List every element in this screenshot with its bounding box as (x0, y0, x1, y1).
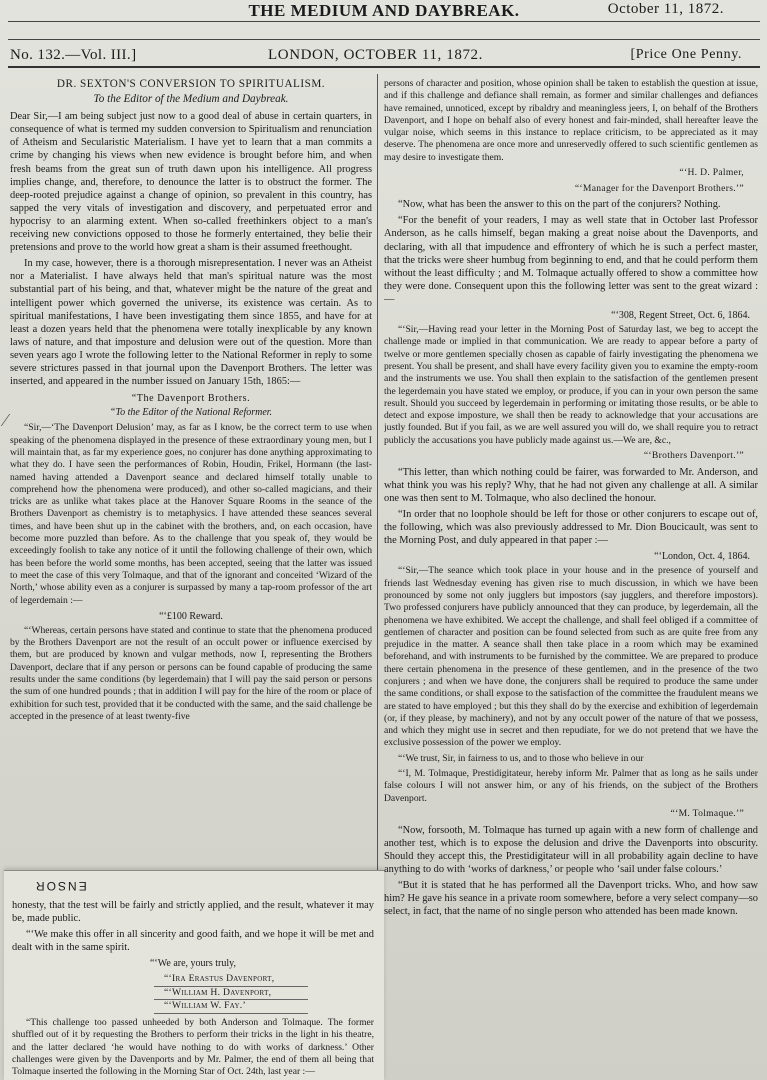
overlapping-clipping (4, 870, 384, 1080)
signature-block (154, 973, 374, 1014)
stamp-text: ENSOR (34, 879, 87, 893)
paragraph: “Now, forsooth, M. Tolmaque has turned up again with a new form of challenge and another test, which is to expose the delusion and drive the Davenports into obscurity. Should they accept this, the Prestidigitateur will in all probability again decline to have anything to do with ‘works of darkness,’ or people who ‘sail under false colours.’ (384, 824, 758, 875)
paragraph: Dear Sir,—I am being subject just now to a good deal of abuse in certain quarters, in consequence of what is termed my sudden conversion to Spiritualism and renunciation of Atheism and Secularistic Materialism. I have yet to learn that a man commits a crime by changing his views when new evidence is brought before him, and when fresh beams from the great sun of truth dawn upon his intelligence. All progress implies change, and, therefore, to denounce the latter is to obstruct the former. The deep-rooted prejudice against a change of opinion, so prevalent in this country, has sapped the very vitals of investigation and discovery, and perpetuated error and hypocrisy to an alarming extent. When so-called freethinkers object to a man's receiving new convictions opposed to those he formerly entertained, they belie their pretensions and prove to the world how great a sham is their assumed freethought. (10, 111, 372, 254)
letter-heading: “The Davenport Brothers. (131, 393, 251, 405)
signature: “‘H. D. Palmer, (679, 167, 744, 179)
margin-pencil-mark: ⁄ (4, 410, 8, 430)
paragraph: “‘We make this offer in all sincerity and good faith, and we hope it will be met and dealt with in the same spirit. (12, 929, 374, 954)
paragraph: In my case, however, there is a thorough misrepresentation. I never was an Atheist nor a Materialist. I have always held that man's spiritual nature was the most substantial part of his being, and that, whatever might be the nature of the great and intelligent power which governed the universe, its existence was certain. As to spiritual manifestations, I have been investigating them since 1855, and have for at least a dozen years held that the phenomena were totally inexplicable by any known laws of nature, and that imposture and delusion were out of the question. More than seven years ago I wrote the following letter to the National Reformer in reply to some severe strictures passed in that journal upon the Davenport Brothers. The letter was inserted, and appeared in the number issued on January 15th, 1865:— (10, 258, 372, 388)
issue-number: No. 132.—Vol. III.] (10, 47, 137, 63)
paragraph: “‘Whereas, certain persons have stated and continue to state that the phenomena produced by the Brothers Davenport are not the result of an occult power or influence exercised by them, but are produced by known and vulgar methods, now I, representing the Brothers Davenport, declare that if any person or persons can be found capable of producing the same results under the same conditions (by legerdemain) that I will pay the said person or persons the sum of one hundred pounds ; that in addition I will pay for the hire of the room or place of exhibition for such test, provided that it be conducted with the same, and the said challenge be accepted in the presence of at least twenty-five (10, 624, 372, 722)
signature: “‘William H. Davenport, (154, 987, 308, 1001)
paragraph: “This challenge too passed unheeded by both Anderson and Tolmaque. The former shuffled out of it by requesting the Brothers to perform their tricks in the light in his theatre, and the latter declared ‘he would have nothing to do with works of darkness.’ Other challenges were given by the Davenports and by Mr. Palmer, the end of them all being that Tolmaque inserted the following in the Morning Star of Oct. 24th, last year :— (12, 1016, 374, 1078)
article-subheading: To the Editor of the Medium and Daybreak. (93, 93, 289, 106)
signature: “‘Brothers Davenport.’” (643, 450, 744, 462)
newspaper-title: THE MEDIUM AND DAYBREAK. (248, 1, 520, 20)
paragraph: “‘Sir,—The seance which took place in your house and in the presence of yourself and friends last Wednesday evening has given rise to much discussion, in which we have been pronounced by some not only jugglers but impostors (say jugglers, and therefore impostors). Two professed conjurers have publicly announced that they can produce, by legerdemain, all the phenomena we have exhibited. We accept the challenge, and shall feel obliged if a committee of gentlemen of character and position can be found selected from such as are quite free from any prejudice in the matter. A seance shall then take place in a room which may be examined beforehand, and with instruments to be furnished by the committee. We are prepared to produce there certain phenomena in the presence of these gentlemen, and in the presence of the two conjurers ; and when we have done, the conjurers shall be required to produce the same under the same conditions, or shall expose to the satisfaction of the committee the fraudulent means we are stated to have employed ; but this they shall do by the exercise and exhibition of legerdemain (or, if they please, by machinery), and not by any occult power of the nature of that we possess, and which they might use in secret and then repudiate, for we do not pretend that we have the exclusive possession of the power we employ. (384, 565, 758, 749)
dateline: LONDON, OCTOBER 11, 1872. (268, 47, 484, 63)
reward-heading: “‘£100 Reward. (159, 610, 223, 622)
paragraph: “‘We trust, Sir, in fairness to us, and to those who believe in our (398, 752, 644, 764)
paragraph: “Now, what has been the answer to this on the part of the conjurers? Nothing. (398, 199, 721, 211)
paragraph: honesty, that the test will be fairly and strictly applied, and the result, whatever it may be, made public. (12, 900, 374, 925)
paragraph: “For the benefit of your readers, I may as well state that in October last Professor Anderson, as he calls himself, began making a great noise about the Davenports, and declaring, with all that impudence and effrontery of which he is such a perfect master, that the tricks were sheer humbug from beginning to end, and that he could perform them without the least difficulty ; and M. Tolmaque actually offered to show a committee how they were done. Consequent upon this the following letter was sent to the great wizard :— (384, 215, 758, 305)
signature: “‘Manager for the Davenport Brothers.’” (574, 182, 744, 194)
letter-subheading: “To the Editor of the National Reformer. (109, 407, 273, 419)
masthead-date: October 11, 1872. (607, 1, 724, 17)
letter-address: “‘308, Regent Street, Oct. 6, 1864. (611, 310, 750, 322)
paragraph: “Sir,—‘The Davenport Delusion’ may, as far as I know, be the correct term to use when speaking of the phenomena displayed in the presence of these extraordinary young men, but I will maintain that, as far my experience goes, no conjurer has done anything approximating to what they do. I have seen the performances of Robin, Houdin, Frikel, Hormann (the last-named having attended a Davenport seance and declared himself totally unable to comprehend how the phenomena were produced), and other so-called magicians, and their tricks are as unlike what takes place at the Hanover Square Rooms in the seance of the Brothers Davenport as chemistry is to metaphysics. I have attended these seances several times, and have been shut up in the cabinet with the brothers, and, on each occasion, have become more puzzled than before. As to the challenge that you speak of, they would be exceedingly foolish to take any notice of it until the following challenge of their own, which has been before the world some months, has been accepted, seeing that the latter was issued to meet the case of this very Tolmaque, and that of the ignorant and conceited ‘Wizard of the North,’ whose ability even as a conjurer is surpassed by many a tap-room professor of the art of legerdemain :— (10, 422, 372, 606)
signature: “‘Ira Erastus Davenport, (154, 973, 308, 987)
left-column (10, 78, 372, 880)
paragraph: “In order that no loophole should be left for those or other conjurers to escape out of, the following, which was also previously addressed to Mr. Dion Boucicault, was sent to the Morning Post, and duly appeared in that paper :— (384, 508, 758, 547)
paragraph: “But it is stated that he has performed all the Davenport tricks. Who, and how saw him? He gave his seance in a private room somewhere, before a very select company—so select, in fact, that the name of no single person who attended has been made known. (384, 879, 758, 918)
clipping-text (12, 899, 374, 1080)
price: [Price One Penny. (630, 47, 742, 62)
signature: “‘M. Tolmaque.’” (670, 807, 744, 819)
masthead-rule-bottom (8, 39, 760, 40)
masthead (8, 0, 760, 68)
paragraph: “‘Sir,—Having read your letter in the Morning Post of Saturday last, we beg to accept the challenge made or implied in that communication. We are ready to appear before a party of twelve or more gentlemen specially chosen as capable of fairly investigating the phenomena we present. You shall be present, and shall have every facility given you to examine the empty-room and the instruments we use. You shall then explain to the satisfaction of the gentlemen present the legerdemain you have stated we employ, or produce, if you can in your own person the same result. Should you succeed by legerdemain in performing or imitating those results, or be able to detect and expose imposture, we shall then be ready to acknowledge that your accusations are justly founded. But if you fail, as we are well assured you will do, we shall require you to retract publicly the accusations you have publicly made against us.—We are, &c., (384, 324, 758, 446)
letter-address: “‘London, Oct. 4, 1864. (654, 551, 750, 563)
paragraph: “This letter, than which nothing could be fairer, was forwarded to Mr. Anderson, and what think you was his reply? Why, that he had not given any challenge at all. A similar one was then sent to M. Tolmaque, who also declined the honour. (384, 466, 758, 504)
paragraph: “‘I, M. Tolmaque, Prestidigitateur, hereby inform Mr. Palmer that as long as he sails under false colours I will not answer him, or any of his friends, on the subject of the Brothers Davenport. (384, 768, 758, 804)
closing: “‘We are, yours truly, (149, 958, 236, 970)
masthead-rule-top (8, 21, 760, 22)
paragraph: persons of character and position, whose opinion shall be taken to establish the question at issue, and if this challenge and defiance shall remain, as former and similar challenges and defiances have remained, unnoticed, except by ribaldry and meaningless jeers, I, on behalf of the Brothers Davenport, and I hope on behalf also of every honest and fair-minded, shall hereafter leave the vulgar noise, which seems in this instance to replace criticism, to be appreciated as it may deserve. The phenomena are once more and unreservedly offered to such scientific gentlemen as may desire to investigate them. (384, 78, 758, 163)
signature: “‘William W. Fay.’ (154, 1000, 308, 1014)
right-column (384, 78, 758, 1078)
article-heading: DR. SEXTON'S CONVERSION TO SPIRITUALISM. (56, 78, 326, 90)
